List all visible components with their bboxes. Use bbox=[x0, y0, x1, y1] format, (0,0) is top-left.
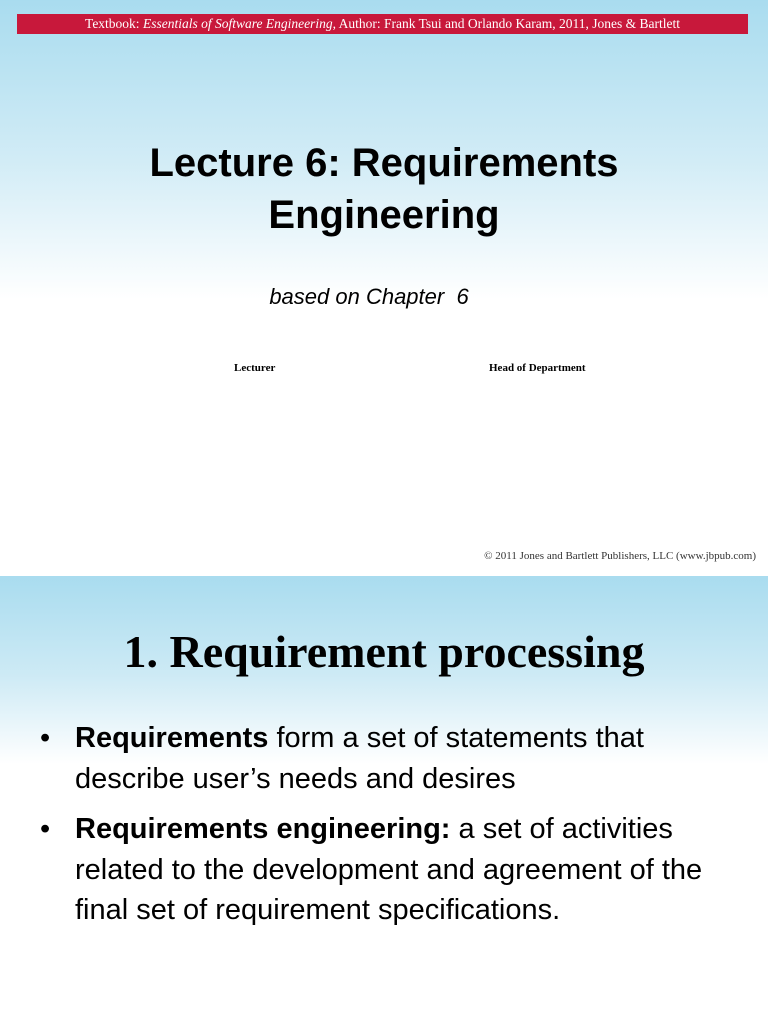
copyright-notice: © 2011 Jones and Bartlett Publishers, LLC (www.jbpub.com) bbox=[484, 550, 756, 562]
banner-prefix: Textbook: bbox=[85, 16, 143, 31]
bullet-dot: • bbox=[40, 722, 51, 754]
banner-suffix: , Author: Frank Tsui and Orlando Karam, 2011, Jones & Bartlett bbox=[332, 16, 680, 31]
lecture-subtitle: based on Chapter 6 bbox=[269, 284, 469, 309]
bullet-term: Requirements engineering: bbox=[75, 813, 451, 845]
bullet-list bbox=[0, 718, 768, 941]
banner-book-title: Essentials of Software Engineering bbox=[142, 16, 333, 31]
signature-lecturer: Lecturer bbox=[234, 362, 276, 374]
textbook-banner bbox=[17, 14, 748, 34]
lecture-title-line2: Engineering bbox=[268, 193, 500, 237]
bullet-term: Requirements bbox=[75, 722, 269, 754]
bullet-dot: • bbox=[40, 813, 51, 845]
slide-requirement-processing bbox=[0, 576, 768, 1024]
lecture-title-line1: Lecture 6: Requirements bbox=[149, 141, 619, 185]
bullet-item-requirements-engineering bbox=[0, 809, 768, 931]
section-title: 1. Requirement processing bbox=[123, 626, 645, 677]
lecture-title bbox=[0, 137, 768, 241]
bullet-text: a set of activities related to the development and agreement of the final set of requirement specifications. bbox=[75, 813, 703, 926]
bullet-text: form a set of statements that describe user’s needs and desires bbox=[75, 722, 644, 795]
bullet-item-requirements bbox=[0, 718, 768, 799]
signature-head-of-department: Head of Department bbox=[489, 362, 586, 374]
